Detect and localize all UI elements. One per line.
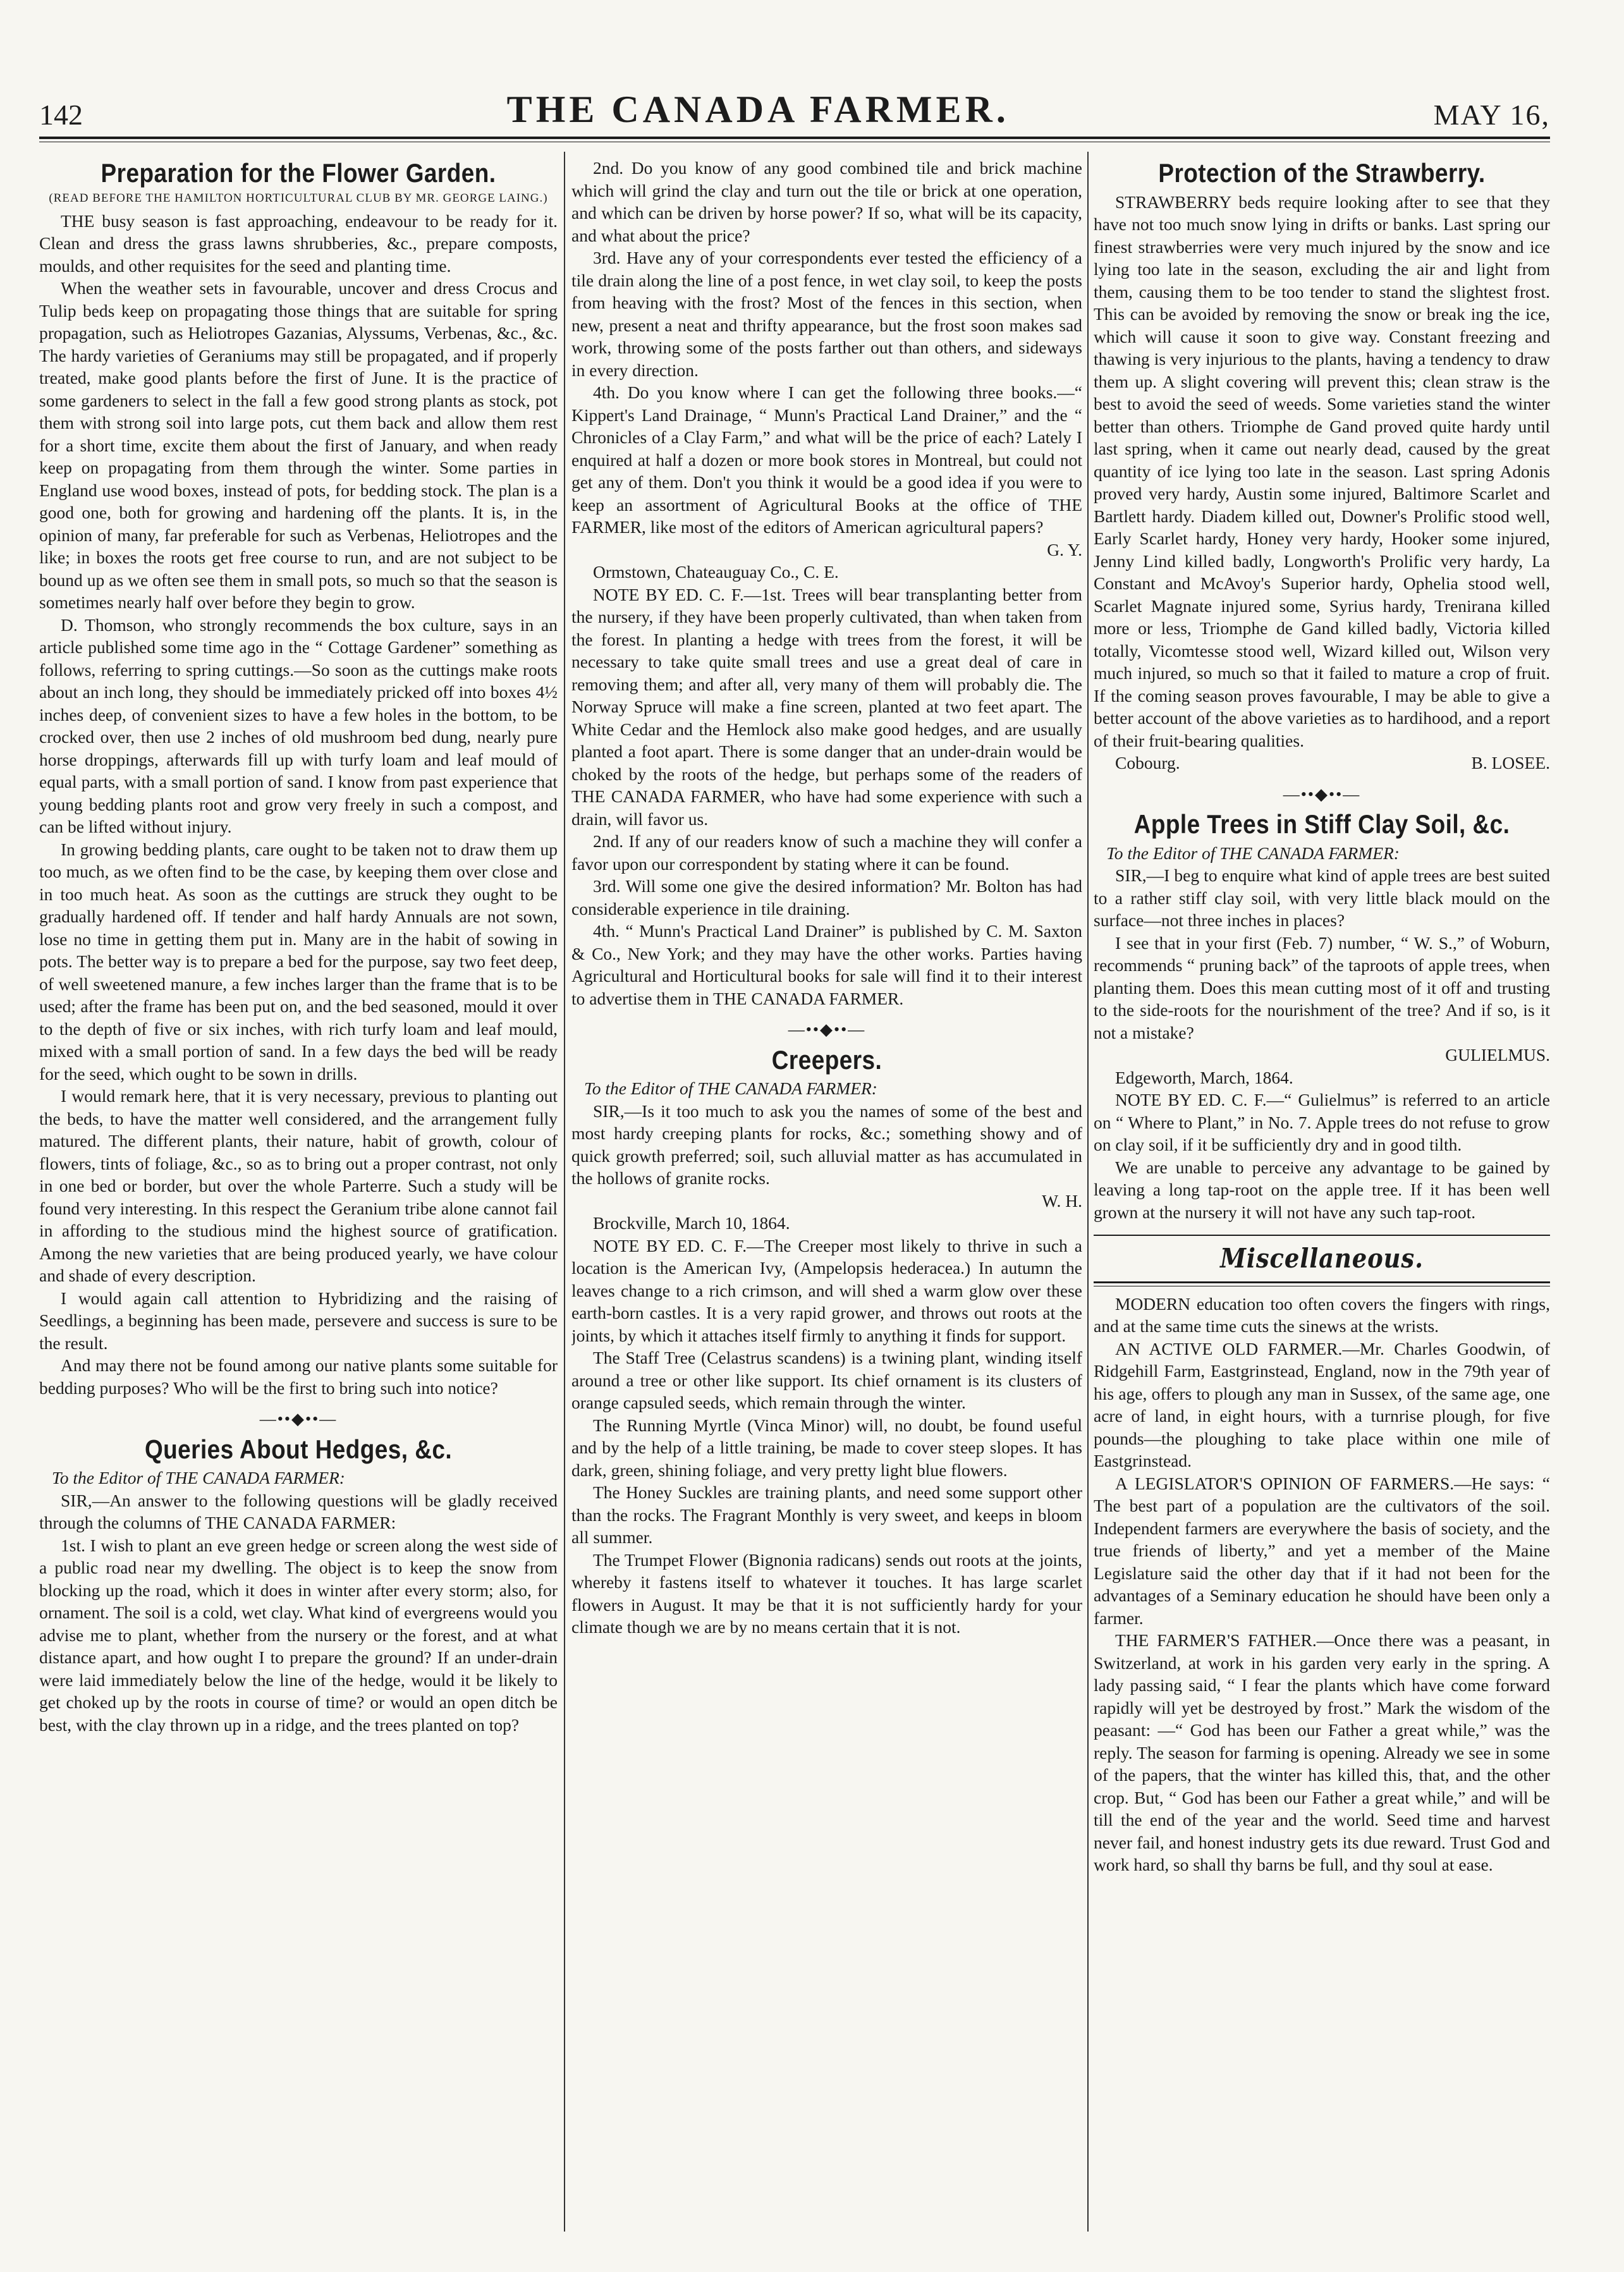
paragraph: SIR,—Is it too much to ask you the names of some of the best and most hardy creeping plants for rocks, &c.; something showy and of quick growth preferred; soil, such alluvial matter as has accumulated in the hollows of granite rocks.: [571, 1101, 1082, 1188]
letter-address: To the Editor of THE CANADA FARMER:: [584, 1078, 877, 1098]
column-2: [571, 157, 1082, 2224]
paragraph: In growing bedding plants, care ought to be taken not to draw them up too much, as we often find to be the case, by keeping them over close and in too much heat. As soon as the cuttings are struck they ought to be gradually hardened off. If tender and half hardy Annuals are not sown, lose no time in getting them put in. Many are in the habit of sowing in pots. The better way is to prepare a bed for the purpose, say two feet deep, of well sweetened manure, a few inches larger than the frame that is to be used; after the frame has been put on, and the bed seasoned, mould it over to the depth of five or six inches, with rich turfy loam and leaf mould, mixed with a small portion of sand. In a few days the bed will be ready for the seed, which ought to be sown in drills.: [39, 839, 558, 1084]
paragraph: 4th. Do you know where I can get the following three books.—“ Kippert's Land Drainage, “ Munn's Practical Land Drainer,” and the “ Chronicles of a Clay Farm,” and what will be the price of each? Lately I enquired at half a dozen or more book stores in Montreal, but could not get any of them. Don't you think it would be a good idea if you were to keep an assortment of Agricultural Books at the office of THE FARMER, like most of the editors of American agricultural papers?: [571, 382, 1082, 537]
issue-date: MAY 16,: [1433, 99, 1550, 131]
section-rule: [1094, 1235, 1550, 1236]
column-1: [39, 157, 558, 2224]
paragraph: I would again call attention to Hybridizing and the raising of Seedlings, a beginning has been made, persevere and success is sure to be the result.: [39, 1288, 558, 1353]
editor-note: 2nd. If any of our readers know of such a machine they will confer a favor upon our correspondent by stating where it can be found.: [571, 831, 1082, 874]
editor-note: NOTE BY ED. C. F.—“ Gulielmus” is referred to an article on “ Where to Plant,” in No. 7. Apple trees do not refuse to grow on clay soil, if it be sufficiently dry and in good tilth.: [1094, 1090, 1550, 1154]
signature: GULIELMUS.: [1445, 1045, 1550, 1065]
masthead: [39, 81, 1550, 131]
section-separator: —••◆••—: [1283, 785, 1361, 803]
article-title: Preparation for the Flower Garden.: [101, 158, 496, 188]
paragraph: STRAWBERRY beds require looking after to see that they have not too much snow lying in drifts or banks. Last spring our finest strawberries were very much injured by the snow and ice lying too late in the season, excluding the air and light from them, causing them to be too tender to stand the slightest frost. This can be avoided by removing the snow or break ing the ice, which will cause it soon to give way. Constant freezing and thawing is very injurious to the plants, having a tendency to draw them up. A slight covering will prevent this; clean straw is the best to avoid the seed of weeds. Some varieties stand the winter better than others. Triomphe de Gand proved quite hardy until last spring, when it came out nearly dead, caused by the great quantity of ice lying too late in the season. Last spring Adonis proved very hardy, Austin some injured, Baltimore Scarlet and Bartlett hardy. Diadem killed out, Downer's Prolific stood well, Early Scarlet hardy, Honey very hardy, Hooker some injured, Jenny Lind killed badly, Longworth's Prolific very hardy, La Constant and McAvoy's Superior hardy, Ophelia stood well, Scarlet Magnate injured some, Syrius hardy, Trenirana killed more or less, Triomphe de Gand killed badly, Victoria killed totally, Vicomtesse stood well, Wizard killed out, Wilson very much injured, so much so that it failed to mature a crop of fruit. If the coming season proves favourable, I may be able to give a better account of the above varieties as to hardihood, and a report of their fruit-bearing qualities.: [1094, 192, 1550, 750]
signature: G. Y.: [1047, 539, 1082, 559]
editor-note: NOTE BY ED. C. F.—The Creeper most likely to thrive in such a location is the American Ivy, (Ampelopsis hederacea.) In autumn the leaves change to a rich crimson, and will shed a warm glow over these earth-born castles. It is a very rapid grower, and throws out roots at the joints, by which it attaches itself firmly to anything it finds for support.: [571, 1235, 1082, 1345]
paragraph: 3rd. Have any of your correspondents ever tested the efficiency of a tile drain along the line of a post fence, in wet clay soil, to keep the posts from heaving with the frost? Most of the fences in this section, when new, present a neat and thrifty appearance, but the frost soon makes sad work, throwing some of the posts farther out than others, and sideways in every direction.: [571, 248, 1082, 380]
column-3: [1094, 157, 1550, 2224]
article-title: Apple Trees in Stiff Clay Soil, &c.: [1133, 809, 1510, 839]
dateline: Ormstown, Chateauguay Co., C. E.: [593, 562, 839, 582]
paragraph: D. Thomson, who strongly recommends the box culture, says in an article published some time ago in the “ Cottage Gardener” something as follows, referring to spring cuttings.—So soon as the cuttings make roots about an inch long, they should be immediately pricked off into boxes 4½ inches deep, of convenient sizes to have a few holes in the bottom, to be crocked over, then use 2 inches of old mushroom bed dung, nearly pure horse droppings, afterwards fill up with turfy loam and leaf mould of equal parts, with a small portion of sand. I know from past experience that young bedding plants root and grow very freely in such a compost, and can be lifted without injury.: [39, 614, 558, 836]
paragraph: THE busy season is fast approaching, endeavour to be ready for it. Clean and dress the grass lawns shrubberies, &c., prepare composts, moulds, and other requisites for the seed and planting time.: [39, 211, 558, 276]
section-rule-double: [1094, 1281, 1550, 1286]
signature: B. LOSEE.: [1471, 753, 1550, 773]
signature: W. H.: [1042, 1190, 1082, 1211]
paragraph: THE FARMER'S FATHER.—Once there was a peasant, in Switzerland, at work in his garden very early in the spring. A lady passing said, “ I fear the plants which have come forward rapidly will yet be destroyed by frost.” Mark the wisdom of the peasant: —“ God has been our Father a great while,” was the reply. The season for farming is opening. Already we see in some of the papers, that the winter has killed this, that, and the other crop. But, “ God has been our Father a great while,” and will be till the end of the year and the world. Seed time and harvest never fail, and honest industry gets its due reward. Trust God and work hard, so shall thy barns be full, and thy soul at ease.: [1094, 1630, 1550, 1874]
paragraph: 1st. I wish to plant an eve green hedge or screen along the west side of a public road near my dwelling. The object is to keep the snow from blocking up the road, which it does in winter after every storm; also, for ornament. The soil is a cold, wet clay. What kind of evergreens would you advise me to plant, whether from the nursery or the forest, and at what distance apart, and how ought I to prepare the ground? If an under-drain were laid immediately below the line of the hedge, would it be likely to get choked up by the roots in course of time? or would an open ditch be best, with the clay thrown up in a ridge, and the trees planted on top?: [39, 1535, 558, 1735]
letter-address: To the Editor of THE CANADA FARMER:: [52, 1468, 345, 1487]
article-subtitle: (READ BEFORE THE HAMILTON HORTICULTURAL CLUB BY MR. GEORGE LAING.): [49, 191, 548, 205]
paragraph: SIR,—I beg to enquire what kind of apple trees are best suited to a rather stiff clay soil, with very little black mould on the surface—not three inches in places?: [1094, 865, 1550, 930]
dateline: Edgeworth, March, 1864.: [1115, 1067, 1293, 1087]
letter-address: To the Editor of THE CANADA FARMER:: [1106, 843, 1400, 863]
paragraph: I would remark here, that it is very necessary, previous to planting out the beds, to have the matter well considered, and the arrangement fully matured. The different plants, their nature, habit of growth, colour of flowers, tints of foliage, &c., so as to bring out a proper contrast, not only in one bed or border, but over the whole Parterre. Such a study will be found very interesting. In this respect the Geranium tribe alone cannot fail in affording to the studious mind the highest source of gratification. Among the new varieties that are being produced yearly, we have colour and shade of every description.: [39, 1086, 558, 1285]
article-title: Queries About Hedges, &c.: [144, 1434, 453, 1464]
paragraph: AN ACTIVE OLD FARMER.—Mr. Charles Goodwin, of Ridgehill Farm, Eastgrinstead, England, now in the 79th year of his age, offers to plough any man in Sussex, of the same age, one acre of land, in eight hours, with a turnrise plough, for five pounds—the ploughing to take place within one mile of Eastgrinstead.: [1094, 1338, 1550, 1470]
header-rule: [39, 137, 1550, 139]
paragraph: A LEGISLATOR'S OPINION OF FARMERS.—He says: “ The best part of a population are the cultivators of the soil. Independent farmers are everywhere the basis of society, and the true friends of liberty,” and yet a member of the Maine Legislature said the other day that if it had not been for the advantages of a Seminary education he should have been only a farmer.: [1094, 1473, 1550, 1628]
column-divider: [1087, 152, 1089, 2232]
editor-note: The Staff Tree (Celastrus scandens) is a twining plant, winding itself around a tree or other like support. Its chief ornament is its clusters of orange capsuled seeds, which remain through the winter.: [571, 1348, 1082, 1412]
editor-note: The Running Myrtle (Vinca Minor) will, no doubt, be found useful and by the help of a little training, be made to cover steep slopes. It has dark, green, shining foliage, and very pretty light blue flowers.: [571, 1415, 1082, 1480]
section-title: Miscellaneous.: [1220, 1243, 1424, 1274]
column-divider: [564, 152, 565, 2232]
paragraph: SIR,—An answer to the following questions will be gladly received through the columns of THE CANADA FARMER:: [39, 1490, 558, 1532]
editor-note: 4th. “ Munn's Practical Land Drainer” is published by C. M. Saxton & Co., New York; and they may have the other works. Parties having Agricultural and Horticultural books for sale will find it to their interest to advertise them in THE CANADA FARMER.: [571, 921, 1082, 1008]
editor-note: The Trumpet Flower (Bignonia radicans) sends out roots at the joints, whereby it fastens itself to whatever it touches. It has large scarlet flowers in August. It may be that it is not sufficiently hardy for your climate though we are by no means certain that it is not.: [571, 1549, 1082, 1637]
page-number: 142: [39, 99, 83, 131]
article-title: Creepers.: [771, 1044, 882, 1075]
paragraph: MODERN education too often covers the fingers with rings, and at the same time cuts the sinews at the wrists.: [1094, 1293, 1550, 1336]
article-title: Protection of the Strawberry.: [1158, 158, 1486, 188]
editor-note: The Honey Suckles are training plants, and need some support other than the rocks. The Fragrant Monthly is very sweet, and keeps in bloom all summer.: [571, 1482, 1082, 1547]
section-separator: —••◆••—: [788, 1020, 866, 1039]
paragraph: And may there not be found among our native plants some suitable for bedding purposes? Who will be the first to bring such into notice?: [39, 1355, 558, 1398]
dateline: Cobourg.: [1115, 753, 1180, 773]
editor-note: NOTE BY ED. C. F.—1st. Trees will bear transplanting better from the nursery, if they have been properly cultivated, than when taken from the forest. In planting a hedge with trees from the forest, it will be necessary to take quite small trees and use a great deal of care in removing them; and after all, very many of them will probably die. The Norway Spruce will make a fine screen, planted at two feet apart. The White Cedar and the Hemlock also make good hedges, and are usually planted a foot apart. There is some danger that an under-drain would be choked by the roots of the hedge, but perhaps some of the readers of THE CANADA FARMER, who have had some experience with such a drain, will favor us.: [571, 584, 1082, 829]
paragraph: 2nd. Do you know of any good combined tile and brick machine which will grind the clay and turn out the tile or brick at one operation, and which can be driven by horse power? If so, what will be its capacity, and what about the price?: [571, 158, 1082, 245]
paragraph: I see that in your first (Feb. 7) number, “ W. S.,” of Woburn, recommends “ pruning back” of the taproots of apple trees, when planting them. Does this mean cutting most of it off and trusting to the side-roots for the nourishment of the tree? And if so, is it not a mistake?: [1094, 932, 1550, 1042]
editor-note: We are unable to perceive any advantage to be gained by leaving a long tap-root on the apple tree. If it has been well grown at the nursery it will not have any such tap-root.: [1094, 1157, 1550, 1222]
newspaper-title: THE CANADA FARMER.: [506, 89, 1010, 130]
section-separator: —••◆••—: [259, 1410, 338, 1428]
editor-note: 3rd. Will some one give the desired information? Mr. Bolton has had considerable experience in tile draining.: [571, 876, 1082, 919]
signature-line: [1094, 752, 1550, 774]
paragraph: When the weather sets in favourable, uncover and dress Crocus and Tulip beds keep on propagating those things that are suitable for spring propagation, such as Heliotropes Gazanias, Alyssums, Verbenas, &c., &c. The hardy varieties of Geraniums may still be propagated, and if properly treated, make good plants before the first of June. It is the practice of some gardeners to select in the fall a few good strong plants as stock, pot them with strong soil into large pots, cut them back and allow them rest for a short time, excite them about the first of January, and when ready keep on propagating from them through the winter. Some parties in England use wood boxes, instead of pots, for bedding stock. The plan is a good one, both for growing and hardening off the plants. It is, in the opinion of many, far preferable for such as Verbenas, Heliotropes and the like; in boxes the roots get free course to run, and are not subject to be bound up as we often see them in small pots, so much so that the season is sometimes nearly half over before they begin to grow.: [39, 278, 558, 612]
dateline: Brockville, March 10, 1864.: [593, 1213, 790, 1233]
